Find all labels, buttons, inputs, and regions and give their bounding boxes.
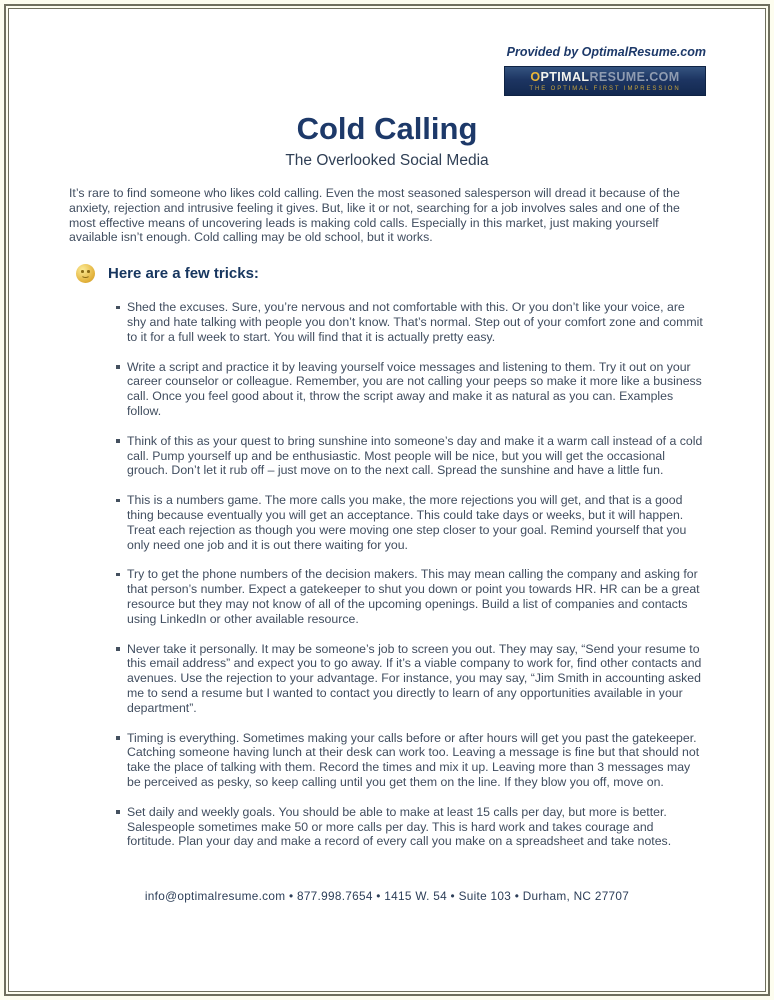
smiley-icon <box>76 264 95 283</box>
page-content <box>9 45 765 849</box>
optimalresume-logo <box>504 66 706 96</box>
provided-by-text: Provided by OptimalResume.com <box>506 45 706 59</box>
tricks-heading-row <box>66 264 708 283</box>
logo-wordmark <box>530 71 679 84</box>
intro-paragraph: It’s rare to find someone who likes cold calling. Even the most seasoned salesperson will dread it because of the anxiety, rejection and intrusive feeling it gives. But, like it or not, searching for a job involves sales and one of the most effective means of uncovering leads is making cold calls. Especially in this market, just making yourself available isn’t enough. Cold calling may be old school, but it works. <box>69 186 680 245</box>
page-outer-border <box>4 4 770 996</box>
trick-item: Set daily and weekly goals. You should be able to make at least 15 calls per day, but more is better. Salespeople sometimes make 50 or more calls per day. This is hard work and takes courage and fortitude. Plan your day and make a record of every call you make on a spreadsheet and take notes. <box>116 805 704 849</box>
trick-item: Try to get the phone numbers of the decision makers. This may mean calling the company and asking for that person’s number. Expect a gatekeeper to shut you down or point you towards HR. HR can be a great resource but they may not know of all of the upcoming openings. Build a list of companies and contacts using LinkedIn or other available resource. <box>116 567 704 626</box>
trick-item: Never take it personally. It may be someone’s job to screen you out. They may say, “Send your resume to this email address” and expect you to go away. If it’s a viable company to work for, find other contacts and avenues. Use the rejection to your advantage. For instance, you may say, “Jim Smith in accounting asked me to send a resume but I wanted to contact you directly to learn of any opportunities available in your department”. <box>116 642 704 716</box>
logo-brand-bold: OPTIMAL <box>530 69 590 84</box>
tricks-list <box>116 300 704 849</box>
trick-item: Write a script and practice it by leaving yourself voice messages and listening to them. Try it out on your career counselor or colleague. Remember, you are not calling your peeps so make it more like a business call. Once you feel good about it, throw the script away and make it as natural as you can. Examples follow. <box>116 360 704 419</box>
footer-contact: info@optimalresume.com • 877.998.7654 • 1415 W. 54 • Suite 103 • Durham, NC 27707 <box>144 889 630 903</box>
trick-item: This is a numbers game. The more calls you make, the more rejections you will get, and that is a good thing because eventually you will get an acceptance. This could take days or weeks, but it will happen. Treat each rejection as though you were moving one step closer to your goal. Remind yourself that you only need one job and it is out there waiting for you. <box>116 493 704 552</box>
document-page <box>8 8 766 992</box>
logo-tagline: THE OPTIMAL FIRST IMPRESSION <box>529 85 681 92</box>
page-title: Cold Calling <box>296 111 478 146</box>
tricks-heading: Here are a few tricks: <box>108 265 259 283</box>
trick-item: Think of this as your quest to bring sunshine into someone’s day and make it a warm call instead of a cold call. Pump yourself up and be enthusiastic. Most people will be nice, but you will get the occasional grouch. Don’t let it rub off – just move on to the next call. Spread the sunshine and have a little fun. <box>116 434 704 478</box>
page-subtitle: The Overlooked Social Media <box>285 152 489 169</box>
trick-item: Timing is everything. Sometimes making your calls before or after hours will get you past the gatekeeper. Catching someone having lunch at their desk can work too. Leaving a message is fine but that should not take the place of talking with them. Record the times and mix it up. Leaving more than 3 messages may be perceived as pesky, so keep calling until you get them on the line. If they blow you off, move on. <box>116 731 704 790</box>
logo-brand-rest: RESUME.COM <box>589 69 680 84</box>
trick-item: Shed the excuses. Sure, you’re nervous and not comfortable with this. Or you don’t like your voice, are shy and hate talking with people you don’t know. That’s normal. Step out of your comfort zone and commit to it for a full week to start. You will find that it is actually pretty easy. <box>116 300 704 344</box>
